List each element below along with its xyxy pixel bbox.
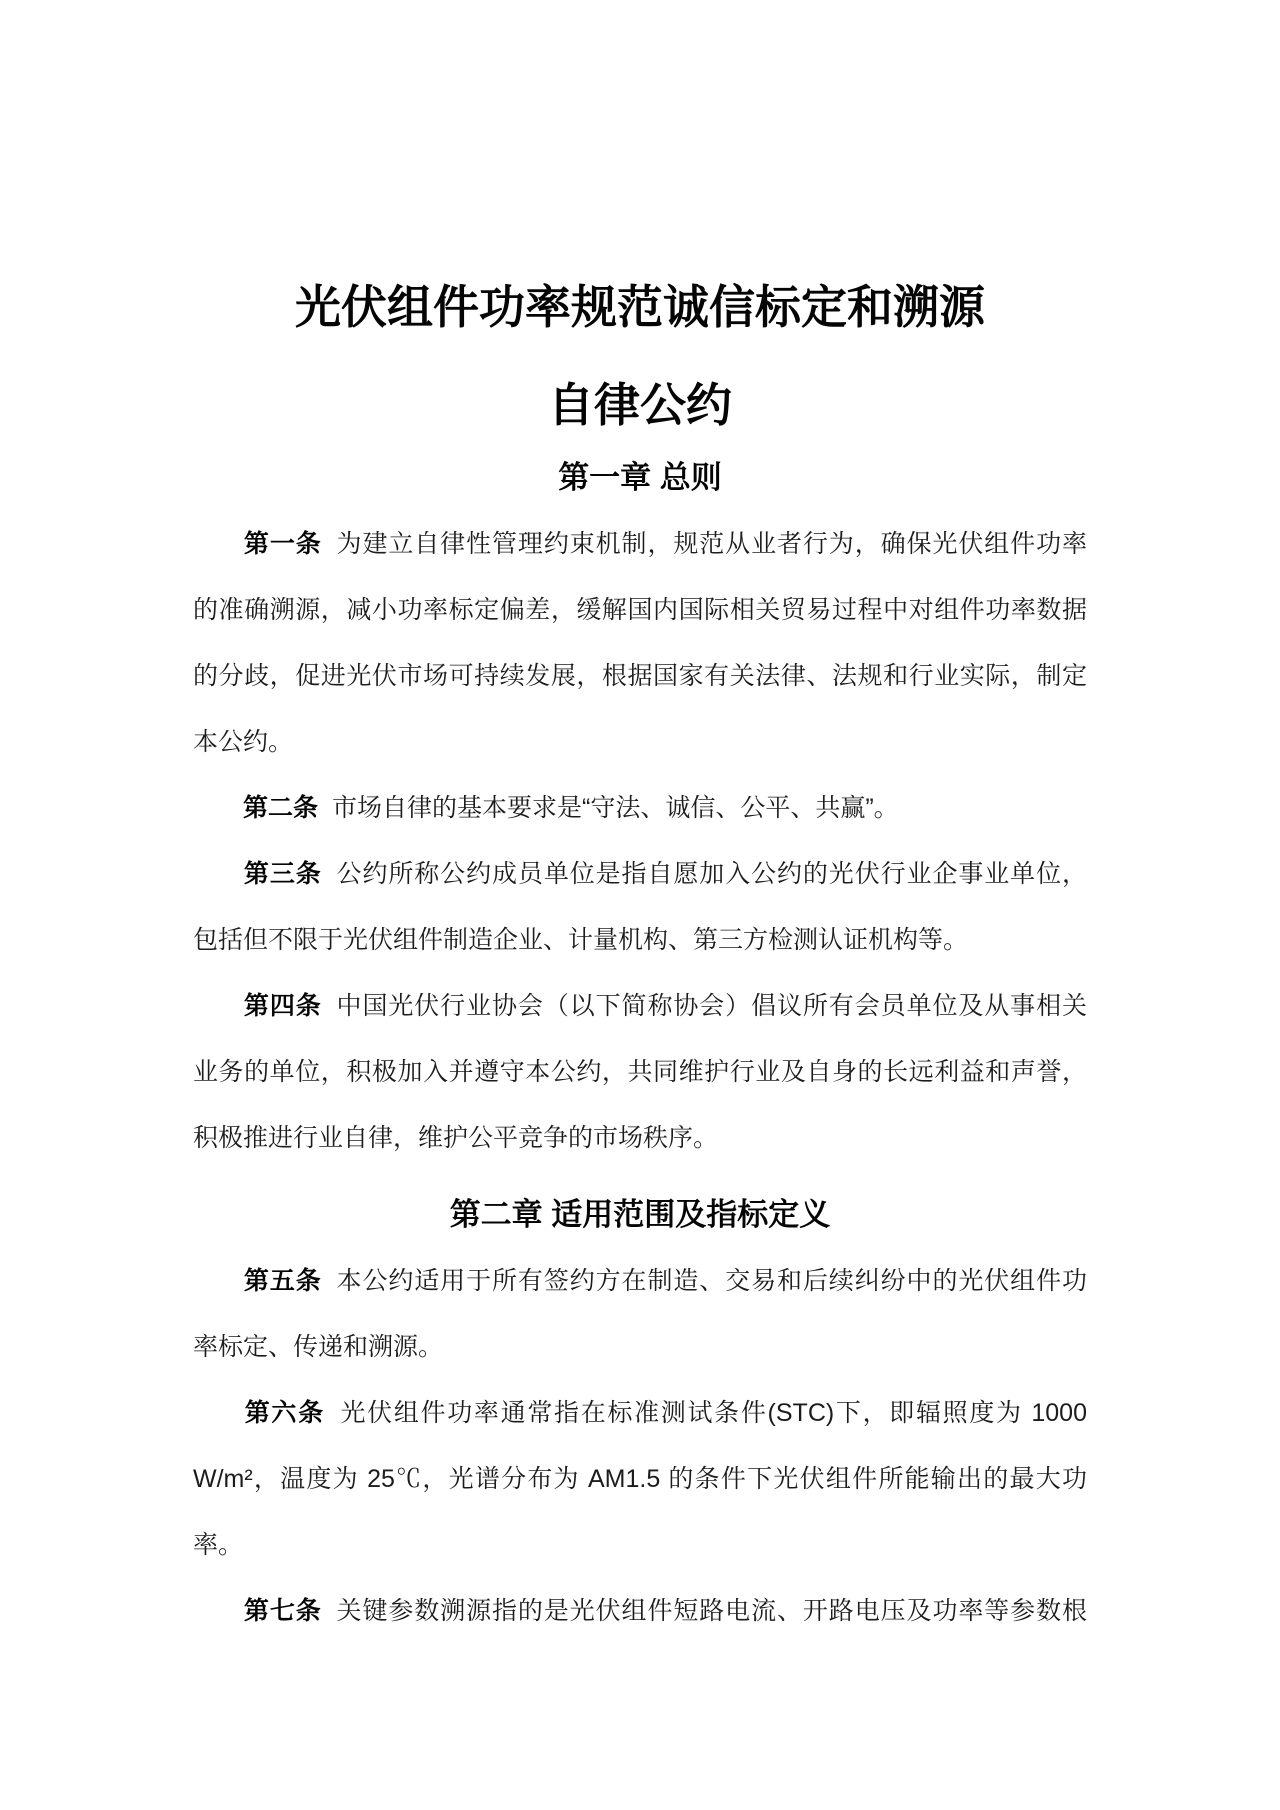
article	[193, 841, 1087, 973]
article-line: 率。	[193, 1531, 244, 1559]
chapters-container	[193, 456, 1087, 1644]
article	[193, 1578, 1087, 1644]
article-label: 第三条	[243, 860, 322, 888]
article	[193, 511, 1087, 775]
article-line: 的分歧，促进光伏市场可持续发展，根据国家有关法律、法规和行业实际，制定	[193, 662, 1087, 690]
article-line: 的准确溯源，减小功率标定偏差，缓解国内国际相关贸易过程中对组件功率数据	[193, 596, 1087, 624]
article-line: 率标定、传递和溯源。	[193, 1333, 444, 1361]
article-label: 第二条	[243, 794, 319, 822]
article-label: 第一条	[243, 530, 322, 558]
document-title: 光伏组件功率规范诚信标定和溯源	[295, 281, 985, 333]
article-first-line: 第五条 本公约适用于所有签约方在制造、交易和后续纠纷中的光伏组件功	[243, 1267, 1087, 1295]
article-label: 第七条	[243, 1597, 322, 1625]
article-line: 业务的单位，积极加入并遵守本公约，共同维护行业及自身的长远利益和声誉，	[193, 1058, 1087, 1086]
article	[193, 973, 1087, 1171]
article-label: 第四条	[243, 992, 322, 1020]
chapter-heading: 第二章 适用范围及指标定义	[449, 1197, 831, 1232]
article-line: 包括但不限于光伏组件制造企业、计量机构、第三方检测认证机构等。	[193, 926, 969, 954]
article-first-line: 第二条 市场自律的基本要求是“守法、诚信、公平、共赢”。	[243, 794, 899, 822]
article	[193, 775, 1087, 841]
article	[193, 1248, 1087, 1380]
article-line: 本公约。	[193, 728, 294, 756]
article-line: 积极推进行业自律，维护公平竞争的市场秩序。	[193, 1124, 719, 1152]
article-first-line: 第三条 公约所称公约成员单位是指自愿加入公约的光伏行业企事业单位，	[243, 860, 1087, 888]
article-first-line: 第四条 中国光伏行业协会（以下简称协会）倡议所有会员单位及从事相关	[243, 992, 1087, 1020]
article-label: 第六条	[243, 1399, 325, 1427]
article-first-line: 第七条 关键参数溯源指的是光伏组件短路电流、开路电压及功率等参数根	[243, 1597, 1087, 1625]
article-label: 第五条	[243, 1267, 322, 1295]
document-subtitle: 自律公约	[548, 379, 732, 431]
chapter-heading: 第一章 总则	[558, 460, 722, 495]
article-first-line: 第六条 光伏组件功率通常指在标准测试条件(STC)下，即辐照度为 1000	[243, 1399, 1087, 1427]
article-line: W/m²，温度为 25℃，光谱分布为 AM1.5 的条件下光伏组件所能输出的最大功	[193, 1465, 1087, 1493]
article	[193, 1380, 1087, 1578]
article-first-line: 第一条 为建立自律性管理约束机制，规范从业者行为，确保光伏组件功率	[243, 530, 1087, 558]
